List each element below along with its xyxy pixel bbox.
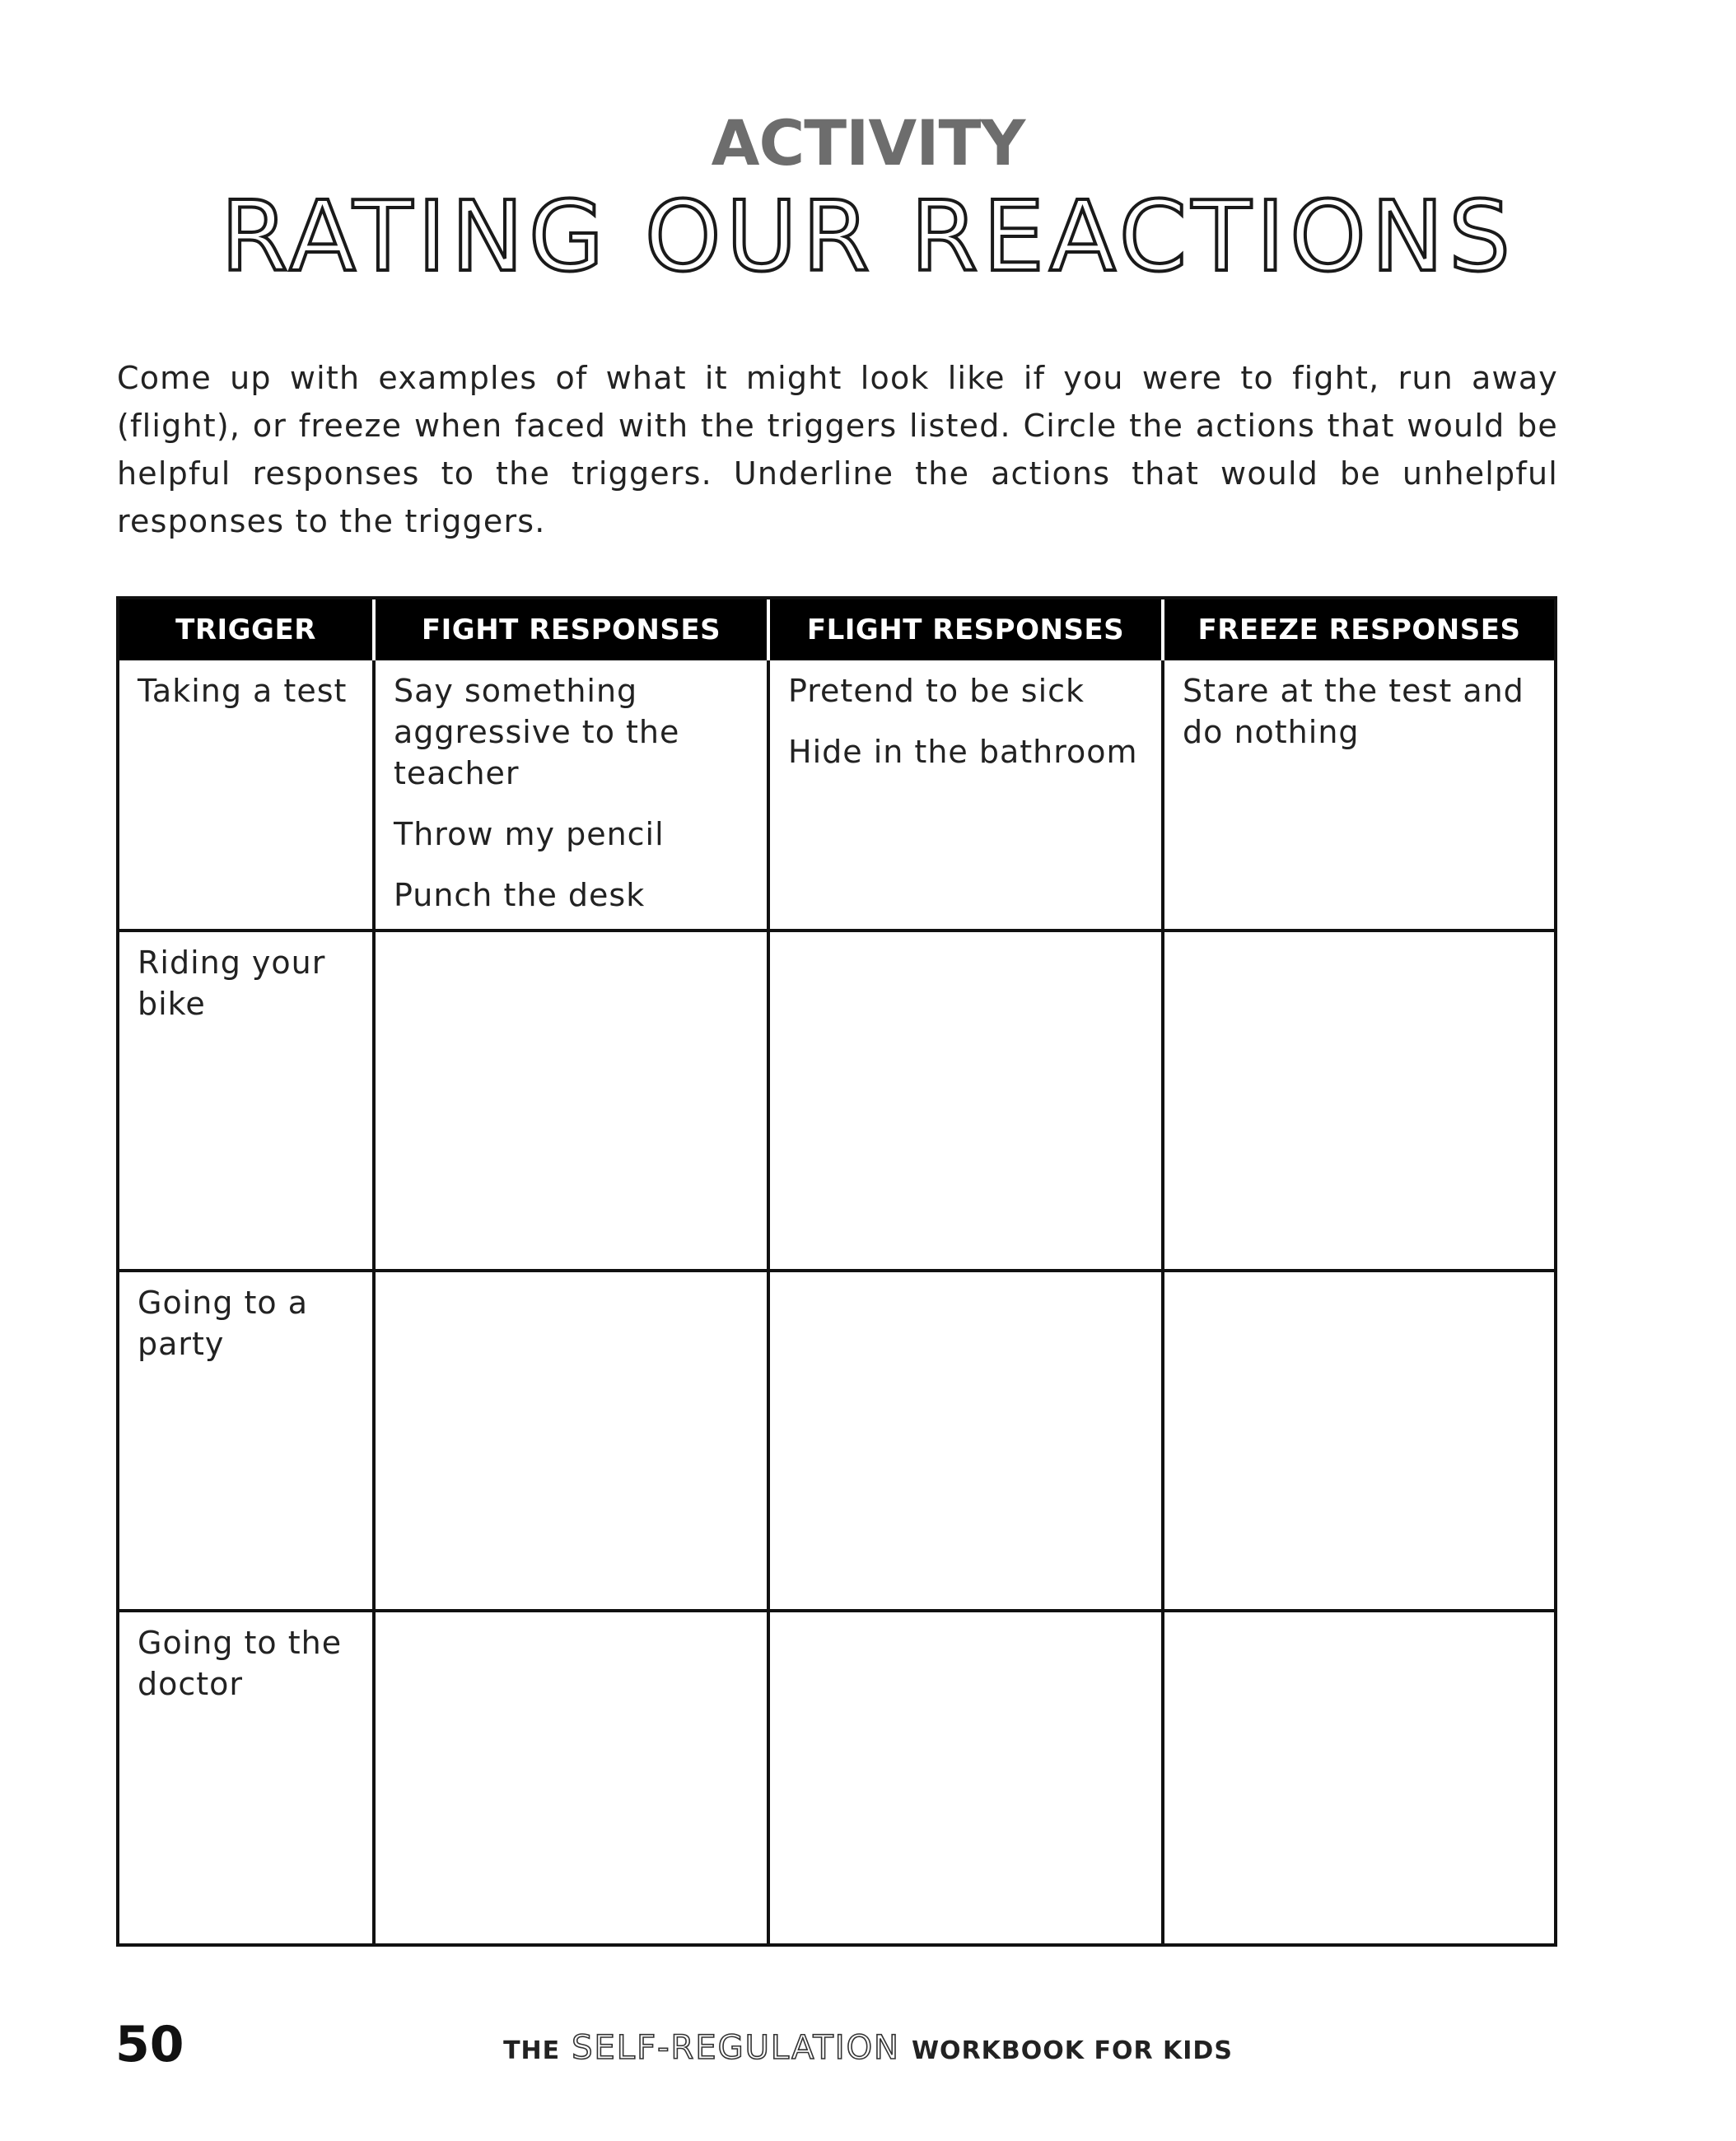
fight-cell[interactable] <box>376 929 770 1269</box>
flight-cell[interactable] <box>770 929 1164 1269</box>
book-title-footer <box>0 2029 1736 2067</box>
freeze-cell[interactable] <box>1164 1609 1554 1943</box>
fight-cell[interactable] <box>376 1269 770 1609</box>
fight-response-item: Punch the desk <box>394 877 646 913</box>
freeze-cell[interactable] <box>1164 929 1554 1269</box>
book-title-prefix: THE <box>503 2036 561 2065</box>
instructions-paragraph: Come up with examples of what it might look like if you were to fight, run away (flight), or freeze when faced with the triggers listed. Circle the actions that would be helpful responses to the triggers. Underline the actions that would be unhelpful responses to the triggers. <box>117 360 1558 539</box>
flight-cell[interactable] <box>770 660 1164 929</box>
trigger-label: Taking a test <box>138 673 348 709</box>
header-trigger: TRIGGER <box>119 599 376 660</box>
fight-response-item: Say something aggressive to the teacher <box>394 673 680 791</box>
header-fight-responses: FIGHT RESPONSES <box>376 599 770 660</box>
flight-response-item: Pretend to be sick <box>788 673 1085 709</box>
fight-response-item: Throw my pencil <box>394 816 665 852</box>
page-title: RATING OUR REACTIONS <box>220 180 1516 293</box>
reactions-table <box>116 596 1557 1947</box>
flight-response-item: Hide in the bathroom <box>788 734 1138 770</box>
book-title-emphasis: SELF-REGULATION <box>572 2029 900 2067</box>
flight-cell[interactable] <box>770 1609 1164 1943</box>
freeze-cell[interactable] <box>1164 1269 1554 1609</box>
trigger-cell <box>119 1609 376 1943</box>
trigger-cell <box>119 929 376 1269</box>
trigger-label: Going to the doctor <box>138 1625 343 1702</box>
header-freeze-responses: FREEZE RESPONSES <box>1164 599 1554 660</box>
flight-cell[interactable] <box>770 1269 1164 1609</box>
trigger-cell <box>119 1269 376 1609</box>
activity-kicker: ACTIVITY <box>711 106 1025 180</box>
fight-cell[interactable] <box>376 1609 770 1943</box>
trigger-label: Riding your bike <box>138 945 326 1022</box>
freeze-cell[interactable] <box>1164 660 1554 929</box>
freeze-response-item: Stare at the test and do nothing <box>1183 673 1524 750</box>
header-flight-responses: FLIGHT RESPONSES <box>770 599 1164 660</box>
book-title-suffix: WORKBOOK FOR KIDS <box>911 2036 1233 2065</box>
fight-cell[interactable] <box>376 660 770 929</box>
page-number: 50 <box>115 2016 184 2073</box>
trigger-label: Going to a party <box>138 1285 309 1362</box>
trigger-cell <box>119 660 376 929</box>
